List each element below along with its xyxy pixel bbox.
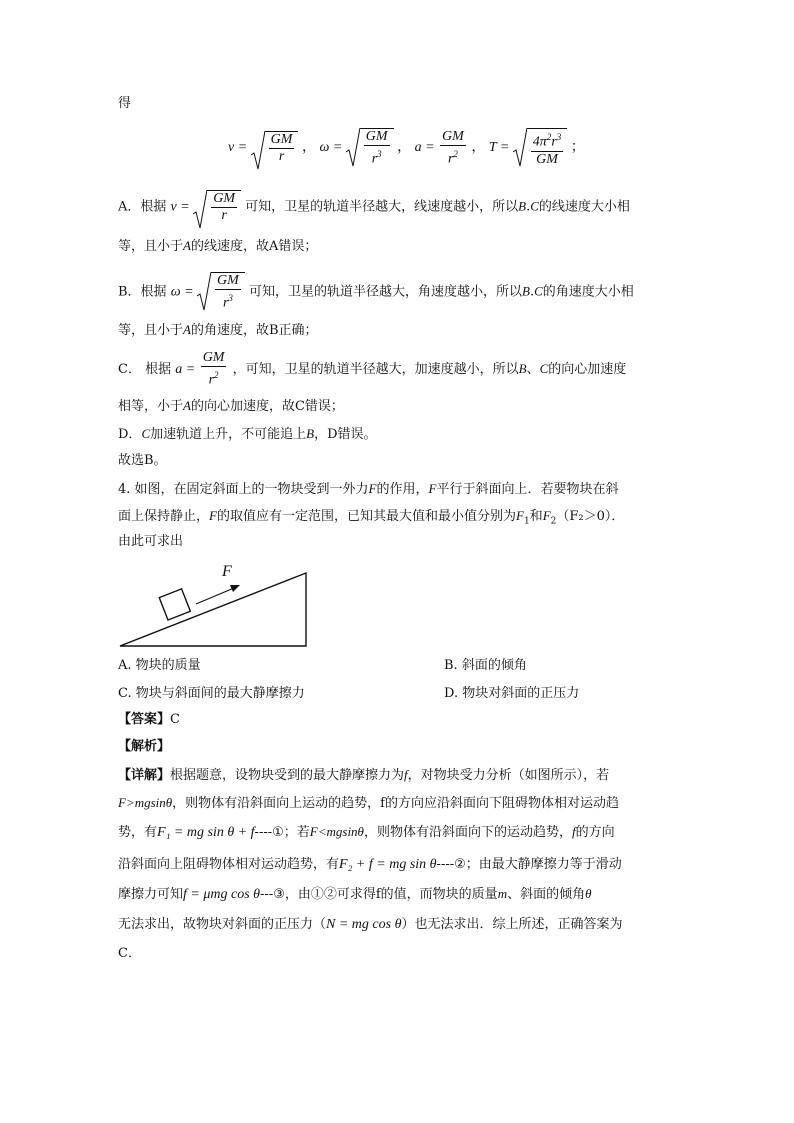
detail-line2: F>mgsinθ，则物体有沿斜面向上运动的趋势，f的方向应沿斜面向下阻碍物体相对运动趋: [118, 795, 619, 811]
choose-line: 故选B。: [118, 453, 167, 468]
sep: ；: [570, 140, 585, 156]
detail-line3: 势，有F₁ = mg sin θ + f----①；若F<mgsinθ，则物体有沿斜面向下的运动趋势，f的方向: [118, 824, 615, 840]
sep: ，: [471, 140, 486, 156]
analysis-tag: 【解析】: [118, 739, 171, 754]
detail-line6: 无法求出，故物块对斜面的正压力（N = mg cos θ）也无法求出．综上所述，正确答案为: [118, 917, 623, 932]
option-d: D. 物块对斜面的正压力: [444, 686, 580, 701]
formula-line: v = $\frac{GM}{r}$ ， ω = $\frac{GM}{r^3}$ ， a = $\frac{GM}{r^2}$ ， T = $\frac{4\pi^2r^3}{GM}$ ；: [228, 128, 585, 172]
force-label: F: [222, 563, 232, 580]
option-a: A. 物块的质量: [118, 658, 201, 673]
option-d-analysis: D．C加速轨道上升，不可能追上B，D错误。: [118, 426, 377, 442]
sep: ，: [397, 140, 412, 156]
option-a-analysis-2: 等，且小于A的线速度，故A错误；: [118, 238, 318, 254]
detail-line4: 沿斜面向上阻碍物体相对运动趋势，有F₂ + f = mg sin θ----②；由最大静摩擦力等于滑动: [118, 857, 622, 872]
incline-figure: [116, 558, 316, 652]
option-b-analysis-2: 等，且小于A的角速度，故B正确；: [118, 322, 318, 338]
incline-triangle: [120, 573, 306, 646]
option-b: B. 斜面的倾角: [444, 658, 527, 673]
text-de: 得: [118, 96, 132, 111]
option-c: C. 物块与斜面间的最大静摩擦力: [118, 686, 305, 701]
detail-line5: 摩擦力可知f = μmg cos θ---③，由①②可求得f的值，而物块的质量m、斜面的倾角θ: [118, 886, 592, 902]
option-c-analysis: C． 根据 a = $\frac{GM}{r^2}$ ，可知，卫星的轨道半径越大，加速度越小，所以B、C的向心加速度: [118, 350, 627, 388]
arrow-head: [230, 585, 240, 592]
option-a-analysis: A．根据 v = $\frac{GM}{r}$ 可知，卫星的轨道半径越大，线速度越小，所以B.C的线速度大小相: [118, 190, 630, 224]
option-c-analysis-2: 相等，小于A的向心加速度，故C错误；: [118, 398, 344, 414]
force-arrow: [196, 588, 234, 604]
answer-line: 【答案】C: [118, 712, 180, 727]
sep: ，: [301, 140, 316, 156]
detail-line1: 【详解】根据题意，设物块受到的最大静摩擦力为f，对物块受力分析（如图所示），若: [118, 767, 610, 783]
q4-line3: 由此可求出: [118, 534, 184, 549]
block: [159, 589, 190, 620]
q4-line2: 面上保持静止，F的取值应有一定范围，已知其最大值和最小值分别为$F_1$和$F_2(F_2>0)$．: [118, 508, 625, 527]
option-b-analysis: B．根据 ω = $\frac{GM}{r^3}$ 可知，卫星的轨道半径越大，角速度越小，所以B.C的角速度大小相: [118, 273, 634, 311]
q4-line1: 4. 如图，在固定斜面上的一物块受到一外力F的作用，F平行于斜面向上．若要物块在斜: [118, 481, 619, 497]
detail-line7: C．: [118, 946, 141, 961]
